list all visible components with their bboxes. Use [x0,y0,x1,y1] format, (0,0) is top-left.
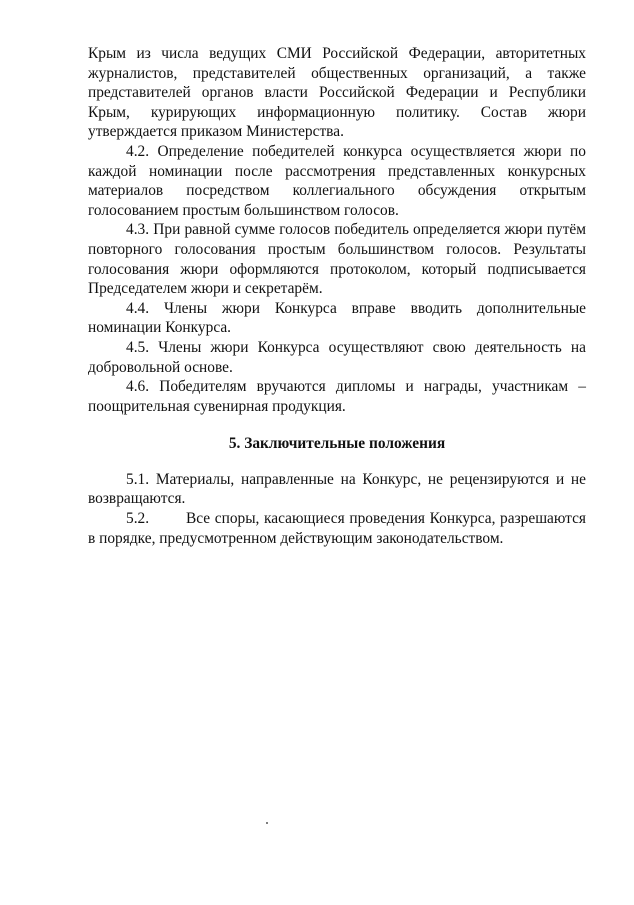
clause-5-2 [88,509,586,548]
clause-4-3: 4.3. При равной сумме голосов победитель определяется жюри путём повторного голосования простым большинством голосов. Результаты голосования жюри оформляются протоколом, который подписывается Председателем жюри и секретарём. [88,221,586,298]
clause-5-2-number: 5.2. [126,510,150,528]
clause-5-1: 5.1. Материалы, направленные на Конкурс, не рецензируются и не возвращаются. [88,470,586,508]
clause-4-4: 4.4. Члены жюри Конкурса вправе вводить дополнительные номинации Конкурса. [88,299,586,337]
jury-composition-paragraph: Крым из числа ведущих СМИ Российской Федерации, авторитетных журналистов, представителей общественных организаций, а также представителей органов власти Российской Федерации и Республики Крым, курирующих информационную политику. Состав жюри утверждается приказом Министерства. [88,45,586,141]
section-5-heading: 5. Заключительные положения [228,435,446,453]
clause-4-6: 4.6. Победителям вручаются дипломы и награды, участникам – поощрительная сувенирная продукция. [88,378,586,415]
clause-4-2: 4.2. Определение победителей конкурса осуществляется жюри по каждой номинации после рассмотрения представленных конкурсных материалов посредством коллегиального обсуждения открытым голосованием простым большинством голосов. [88,142,586,219]
scan-dot-mark [266,822,268,824]
clause-4-5: 4.5. Члены жюри Конкурса осуществляют свою деятельность на добровольной основе. [88,338,586,376]
clause-5-2-text: Все споры, касающиеся проведения Конкурса, разрешаются в порядке, предусмотренном действующим законодательством. [88,510,586,547]
document-body [88,44,586,548]
